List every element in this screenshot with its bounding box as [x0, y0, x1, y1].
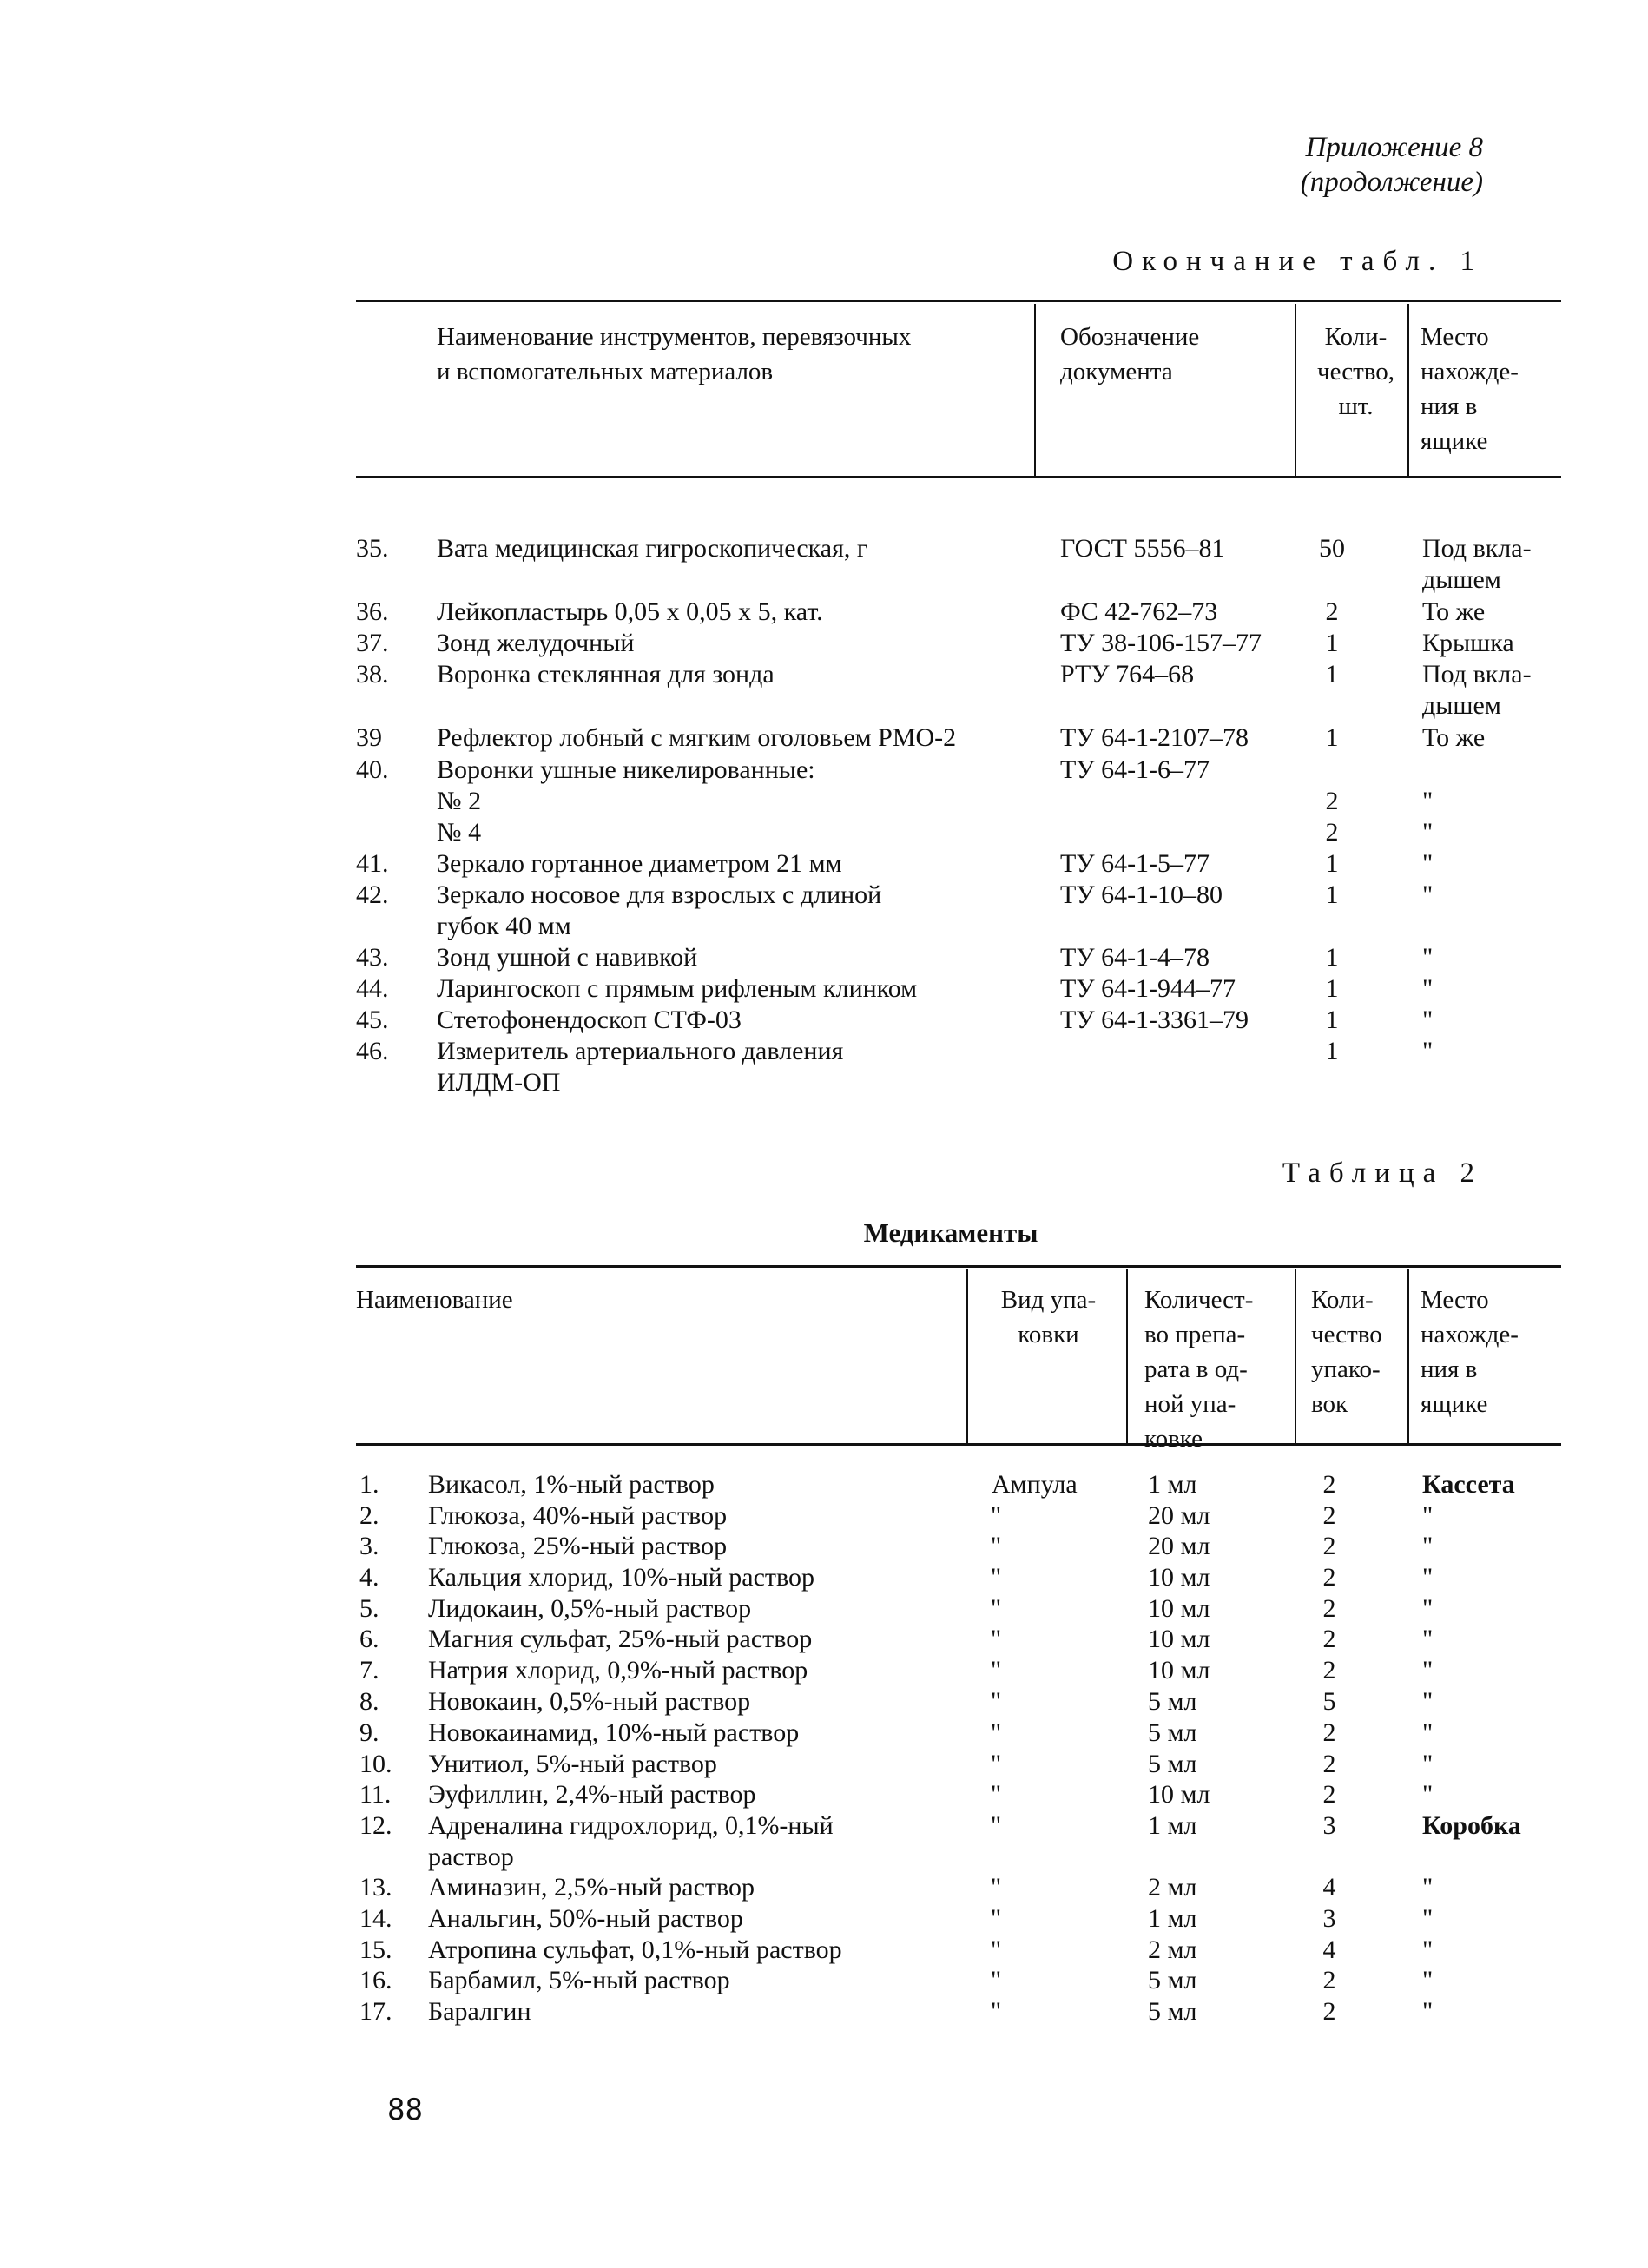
package-type: " [990, 1687, 1002, 1716]
item-quantity: 1 [1325, 1005, 1339, 1034]
drug-name: Натрия хлорид, 0,9%-ный раствор [428, 1656, 808, 1685]
table2-header-rule [356, 1443, 1561, 1446]
doc-designation: РТУ 764–68 [1060, 660, 1195, 689]
package-type: " [990, 1966, 1002, 1994]
drug-location: " [1422, 1563, 1434, 1592]
item-quantity: 1 [1325, 880, 1339, 909]
item-name: Воронки ушные никелированные: [437, 755, 815, 784]
drug-location: Кассета [1422, 1470, 1515, 1499]
package-count: 2 [1322, 1656, 1336, 1685]
drug-location: " [1422, 1750, 1434, 1778]
item-location: " [1422, 1005, 1434, 1034]
package-type: Ампула [992, 1470, 1078, 1499]
item-quantity: 1 [1325, 660, 1339, 689]
appendix-title: Приложение 8 [1305, 132, 1483, 163]
item-name: Стетофонендоскоп СТФ-03 [437, 1005, 742, 1034]
header-line: вок [1311, 1390, 1348, 1418]
doc-designation: ТУ 38-106-157–77 [1060, 629, 1262, 657]
item-location: То же [1422, 723, 1486, 752]
appendix-subtitle: (продолжение) [1300, 167, 1483, 198]
drug-name: Глюкоза, 40%-ный раствор [428, 1501, 728, 1530]
drug-location: Коробка [1422, 1811, 1521, 1840]
drug-amount: 5 мл [1148, 1966, 1197, 1994]
item-location: " [1422, 943, 1434, 972]
package-count: 2 [1322, 1750, 1336, 1778]
table1-caption: Окончание табл. 1 [1112, 246, 1483, 277]
drug-amount: 20 мл [1148, 1501, 1210, 1530]
package-count: 2 [1322, 1563, 1336, 1592]
drug-amount: 5 мл [1148, 1687, 1197, 1716]
row-number: 9. [359, 1718, 379, 1747]
item-quantity: 1 [1325, 723, 1339, 752]
item-location: Под вкла- [1422, 660, 1532, 689]
package-count: 2 [1322, 1501, 1336, 1530]
package-type: " [990, 1625, 1002, 1653]
package-type: " [990, 1904, 1002, 1933]
header-line: шт. [1338, 392, 1374, 420]
header-line: ящике [1421, 1390, 1488, 1418]
doc-designation: ТУ 64-1-5–77 [1060, 849, 1210, 878]
drug-location: " [1422, 1687, 1434, 1716]
drug-location: " [1422, 1656, 1434, 1685]
package-count: 2 [1322, 1780, 1336, 1809]
drug-amount: 5 мл [1148, 1718, 1197, 1747]
header-line: Вид упа- [1000, 1286, 1097, 1314]
table2-top-rule [356, 1265, 1561, 1268]
item-name: Вата медицинская гигроскопическая, г [437, 534, 868, 563]
item-name: Измеритель артериального давления [437, 1037, 844, 1065]
header-line: Место [1421, 1286, 1489, 1314]
doc-designation: ГОСТ 5556–81 [1060, 534, 1225, 563]
drug-location: " [1422, 1966, 1434, 1994]
table2-caption: Таблица 2 [1282, 1157, 1483, 1189]
drug-amount: 2 мл [1148, 1935, 1197, 1964]
item-quantity: 2 [1325, 597, 1339, 626]
doc-designation: ТУ 64-1-3361–79 [1060, 1005, 1249, 1034]
page-number: 88 [387, 2093, 423, 2127]
row-number: 13. [359, 1873, 392, 1902]
header-line: нахожде- [1421, 358, 1519, 386]
header-line: чество, [1317, 358, 1394, 386]
header-line: ния в [1421, 392, 1478, 420]
row-number: 3. [359, 1532, 379, 1560]
item-quantity: 2 [1325, 818, 1339, 847]
item-location-cont: дышем [1422, 691, 1501, 720]
drug-name: Барбамил, 5%-ный раствор [428, 1966, 730, 1994]
row-number: 42. [356, 880, 389, 909]
doc-designation: ТУ 64-1-6–77 [1060, 755, 1210, 784]
header-line: ной упа- [1144, 1390, 1236, 1418]
item-location: " [1422, 1037, 1434, 1065]
row-number: 1. [359, 1470, 379, 1499]
drug-amount: 5 мл [1148, 1997, 1197, 2026]
row-number: 44. [356, 974, 389, 1003]
header-line: ния в [1421, 1355, 1478, 1383]
item-name: № 2 [437, 787, 482, 815]
package-type: " [990, 1656, 1002, 1685]
package-type: " [990, 1780, 1002, 1809]
drug-name: Викасол, 1%-ный раствор [428, 1470, 715, 1499]
table2-col-divider [1407, 1269, 1409, 1443]
item-location: Крышка [1422, 629, 1514, 657]
drug-name: Атропина сульфат, 0,1%-ный раствор [428, 1935, 842, 1964]
drug-location: " [1422, 1718, 1434, 1747]
header-line: Количест- [1144, 1286, 1254, 1314]
table2-col-divider [1126, 1269, 1128, 1443]
header-line: Место [1421, 323, 1489, 351]
header-line: документа [1060, 358, 1173, 386]
drug-name: Унитиол, 5%-ный раствор [428, 1750, 717, 1778]
package-count: 2 [1322, 1470, 1336, 1499]
row-number: 14. [359, 1904, 392, 1933]
item-location: Под вкла- [1422, 534, 1532, 563]
package-type: " [990, 1563, 1002, 1592]
package-type: " [990, 1501, 1002, 1530]
drug-name: Кальция хлорид, 10%-ный раствор [428, 1563, 814, 1592]
item-quantity: 1 [1325, 943, 1339, 972]
row-number: 5. [359, 1594, 379, 1623]
drug-amount: 1 мл [1148, 1811, 1197, 1840]
drug-location: " [1422, 1532, 1434, 1560]
package-type: " [990, 1532, 1002, 1560]
drug-location: " [1422, 1935, 1434, 1964]
doc-designation: ТУ 64-1-2107–78 [1060, 723, 1249, 752]
drug-location: " [1422, 1997, 1434, 2026]
item-name-cont: губок 40 мм [437, 912, 571, 940]
item-location: " [1422, 880, 1434, 909]
item-name: № 4 [437, 818, 482, 847]
table1-header-place [1421, 320, 1519, 458]
row-number: 37. [356, 629, 389, 657]
package-type: " [990, 1997, 1002, 2026]
header-line: ковки [1018, 1321, 1079, 1348]
row-number: 7. [359, 1656, 379, 1685]
drug-location: " [1422, 1904, 1434, 1933]
row-number: 8. [359, 1687, 379, 1716]
drug-name: Баралгин [428, 1997, 531, 2026]
package-count: 3 [1322, 1811, 1336, 1840]
doc-designation: ТУ 64-1-944–77 [1060, 974, 1236, 1003]
drug-name: Новокаин, 0,5%-ный раствор [428, 1687, 751, 1716]
package-count: 4 [1322, 1873, 1336, 1902]
header-line: чество [1311, 1321, 1382, 1348]
package-type: " [990, 1873, 1002, 1902]
drug-name: Эуфиллин, 2,4%-ный раствор [428, 1780, 756, 1809]
package-count: 2 [1322, 1997, 1336, 2026]
row-number: 46. [356, 1037, 389, 1065]
item-location: " [1422, 974, 1434, 1003]
table2-title: Медикаменты [863, 1217, 1038, 1248]
item-location: " [1422, 849, 1434, 878]
package-count: 2 [1322, 1594, 1336, 1623]
header-line: Наименование [356, 1286, 513, 1314]
drug-amount: 1 мл [1148, 1904, 1197, 1933]
header-line: ящике [1421, 427, 1488, 455]
item-name: Зеркало носовое для взрослых с длиной [437, 880, 882, 909]
drug-amount: 10 мл [1148, 1780, 1210, 1809]
row-number: 6. [359, 1625, 379, 1653]
header-line: Коли- [1311, 1286, 1374, 1314]
item-name: Воронка стеклянная для зонда [437, 660, 775, 689]
package-count: 4 [1322, 1935, 1336, 1964]
item-location: " [1422, 818, 1434, 847]
drug-name: Адреналина гидрохлорид, 0,1%-ный [428, 1811, 834, 1840]
drug-amount: 20 мл [1148, 1532, 1210, 1560]
item-quantity: 1 [1325, 629, 1339, 657]
package-type: " [990, 1718, 1002, 1747]
table2-header-place [1421, 1282, 1519, 1421]
package-type: " [990, 1935, 1002, 1964]
drug-location: " [1422, 1594, 1434, 1623]
row-number: 16. [359, 1966, 392, 1994]
header-line: Наименование инструментов, перевязочных [437, 323, 912, 351]
header-line: упако- [1311, 1355, 1381, 1383]
row-number: 12. [359, 1811, 392, 1840]
row-number: 4. [359, 1563, 379, 1592]
header-line: Обозначение [1060, 323, 1200, 351]
item-location: " [1422, 787, 1434, 815]
table2-header-pack [972, 1282, 1124, 1352]
row-number: 11. [359, 1780, 392, 1809]
drug-name: Лидокаин, 0,5%-ный раствор [428, 1594, 752, 1623]
item-quantity: 1 [1325, 849, 1339, 878]
table2-header-count [1311, 1282, 1382, 1421]
table2-header-name [356, 1282, 513, 1317]
row-number: 39 [356, 723, 382, 752]
table2-col-divider [966, 1269, 968, 1443]
drug-amount: 10 мл [1148, 1594, 1210, 1623]
header-line: Коли- [1324, 323, 1388, 351]
drug-amount: 10 мл [1148, 1625, 1210, 1653]
doc-designation: ТУ 64-1-10–80 [1060, 880, 1223, 909]
header-line: нахожде- [1421, 1321, 1519, 1348]
item-quantity: 1 [1325, 974, 1339, 1003]
table1-top-rule [356, 300, 1561, 302]
drug-name-cont: раствор [428, 1843, 514, 1871]
header-line: рата в од- [1144, 1355, 1248, 1383]
package-count: 2 [1322, 1966, 1336, 1994]
package-count: 2 [1322, 1625, 1336, 1653]
table1-header-doc [1060, 320, 1199, 389]
item-quantity: 50 [1319, 534, 1345, 563]
table1-col-divider [1295, 304, 1296, 476]
package-count: 5 [1322, 1687, 1336, 1716]
drug-name: Анальгин, 50%-ный раствор [428, 1904, 743, 1933]
row-number: 10. [359, 1750, 392, 1778]
package-count: 3 [1322, 1904, 1336, 1933]
package-count: 2 [1322, 1532, 1336, 1560]
table1-header-qty [1306, 320, 1406, 424]
drug-amount: 1 мл [1148, 1470, 1197, 1499]
row-number: 45. [356, 1005, 389, 1034]
item-name-cont: ИЛДМ-ОП [437, 1068, 561, 1097]
table1-header-rule [356, 476, 1561, 478]
table2-col-divider [1295, 1269, 1296, 1443]
row-number: 41. [356, 849, 389, 878]
package-type: " [990, 1750, 1002, 1778]
item-name: Зеркало гортанное диаметром 21 мм [437, 849, 842, 878]
drug-name: Аминазин, 2,5%-ный раствор [428, 1873, 755, 1902]
item-location: То же [1422, 597, 1486, 626]
table1-col-divider [1407, 304, 1409, 476]
row-number: 43. [356, 943, 389, 972]
header-line: и вспомогательных материалов [437, 358, 774, 386]
appendix-heading [1301, 130, 1483, 200]
item-quantity: 1 [1325, 1037, 1339, 1065]
row-number: 36. [356, 597, 389, 626]
drug-amount: 10 мл [1148, 1656, 1210, 1685]
header-line: во препа- [1144, 1321, 1246, 1348]
table1-header-name [437, 320, 911, 389]
drug-location: " [1422, 1780, 1434, 1809]
doc-designation: ТУ 64-1-4–78 [1060, 943, 1210, 972]
drug-name: Глюкоза, 25%-ный раствор [428, 1532, 728, 1560]
drug-amount: 2 мл [1148, 1873, 1197, 1902]
item-name: Зонд ушной с навивкой [437, 943, 698, 972]
row-number: 2. [359, 1501, 379, 1530]
row-number: 15. [359, 1935, 392, 1964]
package-type: " [990, 1811, 1002, 1840]
drug-location: " [1422, 1501, 1434, 1530]
drug-amount: 10 мл [1148, 1563, 1210, 1592]
item-location-cont: дышем [1422, 565, 1501, 594]
item-quantity: 2 [1325, 787, 1339, 815]
item-name: Лейкопластырь 0,05 x 0,05 x 5, кат. [437, 597, 823, 626]
drug-amount: 5 мл [1148, 1750, 1197, 1778]
header-line: ковке [1144, 1425, 1203, 1453]
row-number: 17. [359, 1997, 392, 2026]
item-name: Зонд желудочный [437, 629, 635, 657]
package-count: 2 [1322, 1718, 1336, 1747]
drug-location: " [1422, 1625, 1434, 1653]
row-number: 35. [356, 534, 389, 563]
doc-designation: ФС 42-762–73 [1060, 597, 1218, 626]
table2-header-amount [1144, 1282, 1253, 1456]
item-name: Рефлектор лобный с мягким оголовьем РМО-2 [437, 723, 957, 752]
row-number: 40. [356, 755, 389, 784]
drug-location: " [1422, 1873, 1434, 1902]
drug-name: Новокаинамид, 10%-ный раствор [428, 1718, 800, 1747]
table1-col-divider [1034, 304, 1036, 476]
package-type: " [990, 1594, 1002, 1623]
row-number: 38. [356, 660, 389, 689]
item-name: Ларингоскоп с прямым рифленым клинком [437, 974, 918, 1003]
drug-name: Магния сульфат, 25%-ный раствор [428, 1625, 813, 1653]
